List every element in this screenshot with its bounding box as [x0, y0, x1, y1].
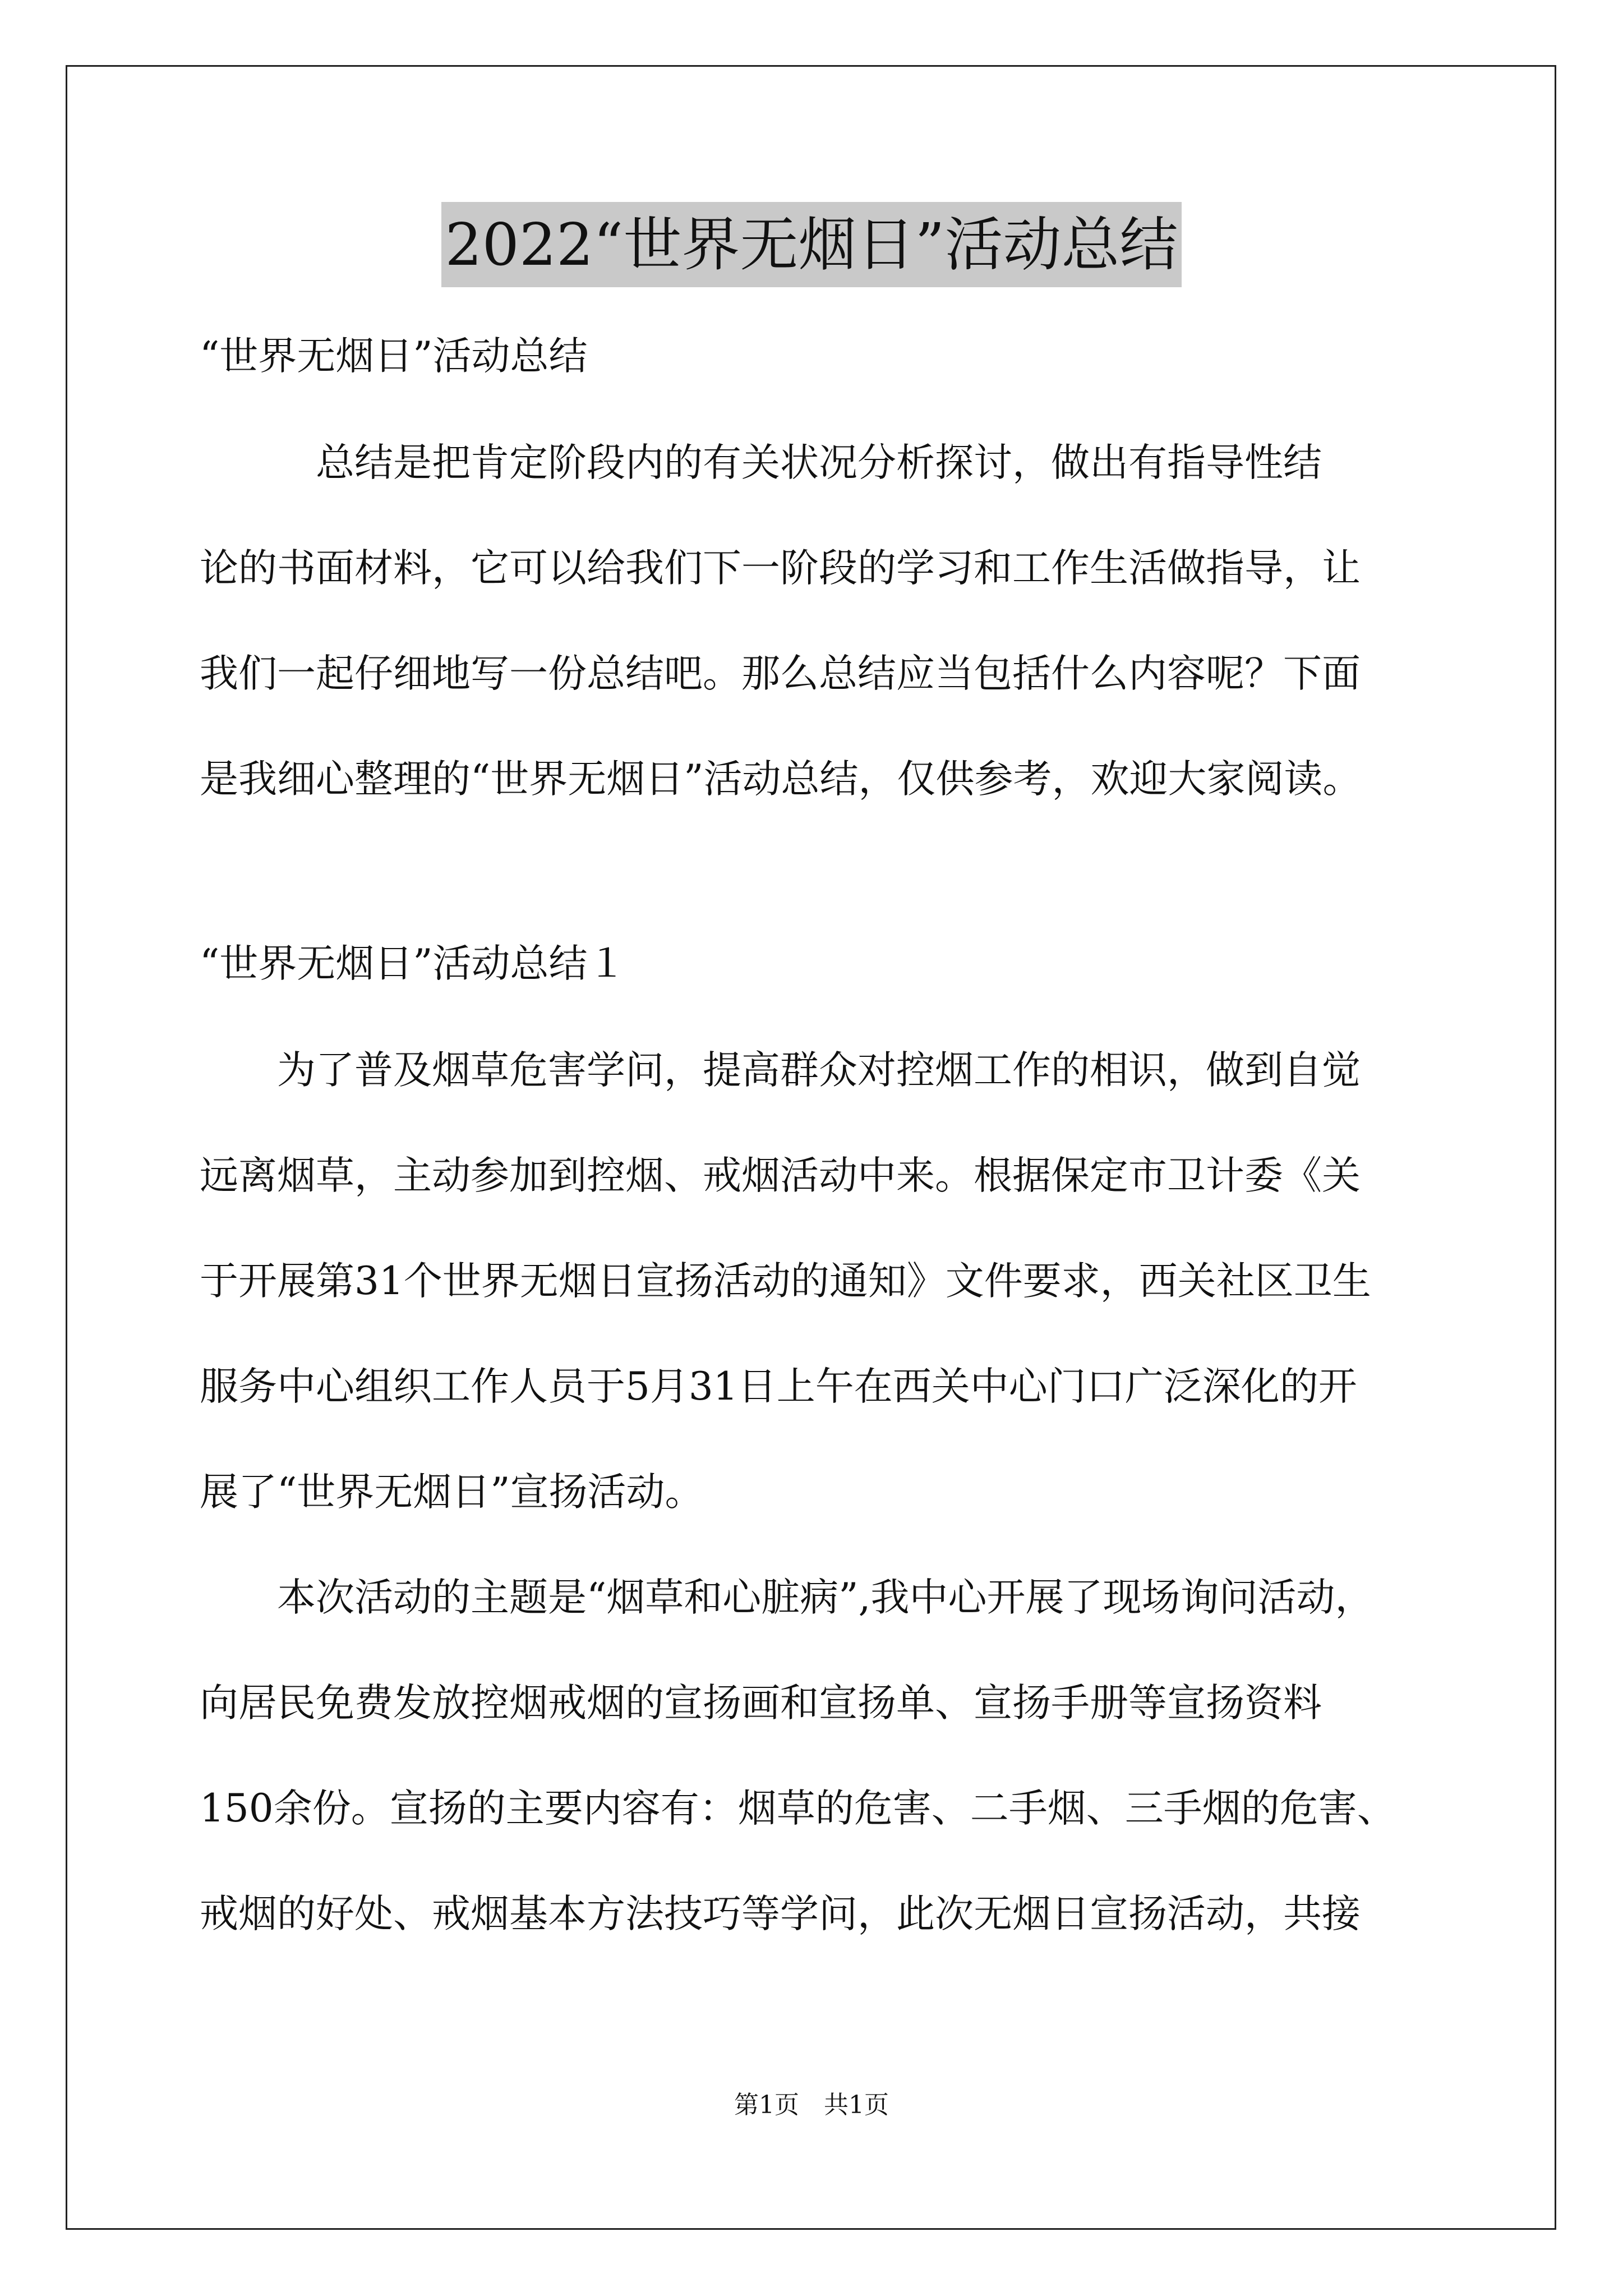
section-heading: “世界无烟日”活动总结１ — [200, 941, 626, 986]
paragraph-line: 远离烟草，主动参加到控烟、戒烟活动中来。根据保定市卫计委《关 — [200, 1153, 1361, 1198]
page-footer: 第1页 共1页 — [734, 2091, 889, 2119]
paragraph-line: 是我细心整理的“世界无烟日”活动总结，仅供参考，欢迎大家阅读。 — [200, 757, 1362, 802]
paragraph-line: 展了“世界无烟日”宣扬活动。 — [200, 1470, 704, 1515]
paragraph-line: 我们一起仔细地写一份总结吧。那么总结应当包括什么内容呢？下面 — [200, 651, 1361, 696]
title-container — [0, 202, 1623, 287]
paragraph-line: 总结是把肯定阶段内的有关状况分析探讨，做出有指导性结 — [200, 440, 1322, 485]
paragraph-line: 服务中心组织工作人员于5月31日上午在西关中心门口广泛深化的开 — [200, 1364, 1357, 1409]
paragraph-line: 本次活动的主题是“烟草和心脏病”,我中心开展了现场询问活动， — [200, 1575, 1374, 1620]
paragraph-line: 150余份。宣扬的主要内容有：烟草的危害、二手烟、三手烟的危害、 — [200, 1786, 1396, 1831]
paragraph-line: 向居民免费发放控烟戒烟的宣扬画和宣扬单、宣扬手册等宣扬资料 — [200, 1681, 1322, 1726]
paragraph-line: 为了普及烟草危害学问，提高群众对控烟工作的相识，做到自觉 — [200, 1048, 1361, 1093]
section-heading: “世界无烟日”活动总结 — [200, 334, 588, 379]
paragraph-line: 戒烟的好处、戒烟基本方法技巧等学问，此次无烟日宣扬活动，共接 — [200, 1892, 1361, 1936]
paragraph-line: 于开展第31个世界无烟日宣扬活动的通知》文件要求，西关社区卫生 — [200, 1259, 1371, 1304]
paragraph-line: 论的书面材料，它可以给我们下一阶段的学习和工作生活做指导，让 — [200, 546, 1361, 591]
document-title: 2022“世界无烟日”活动总结 — [441, 202, 1181, 287]
